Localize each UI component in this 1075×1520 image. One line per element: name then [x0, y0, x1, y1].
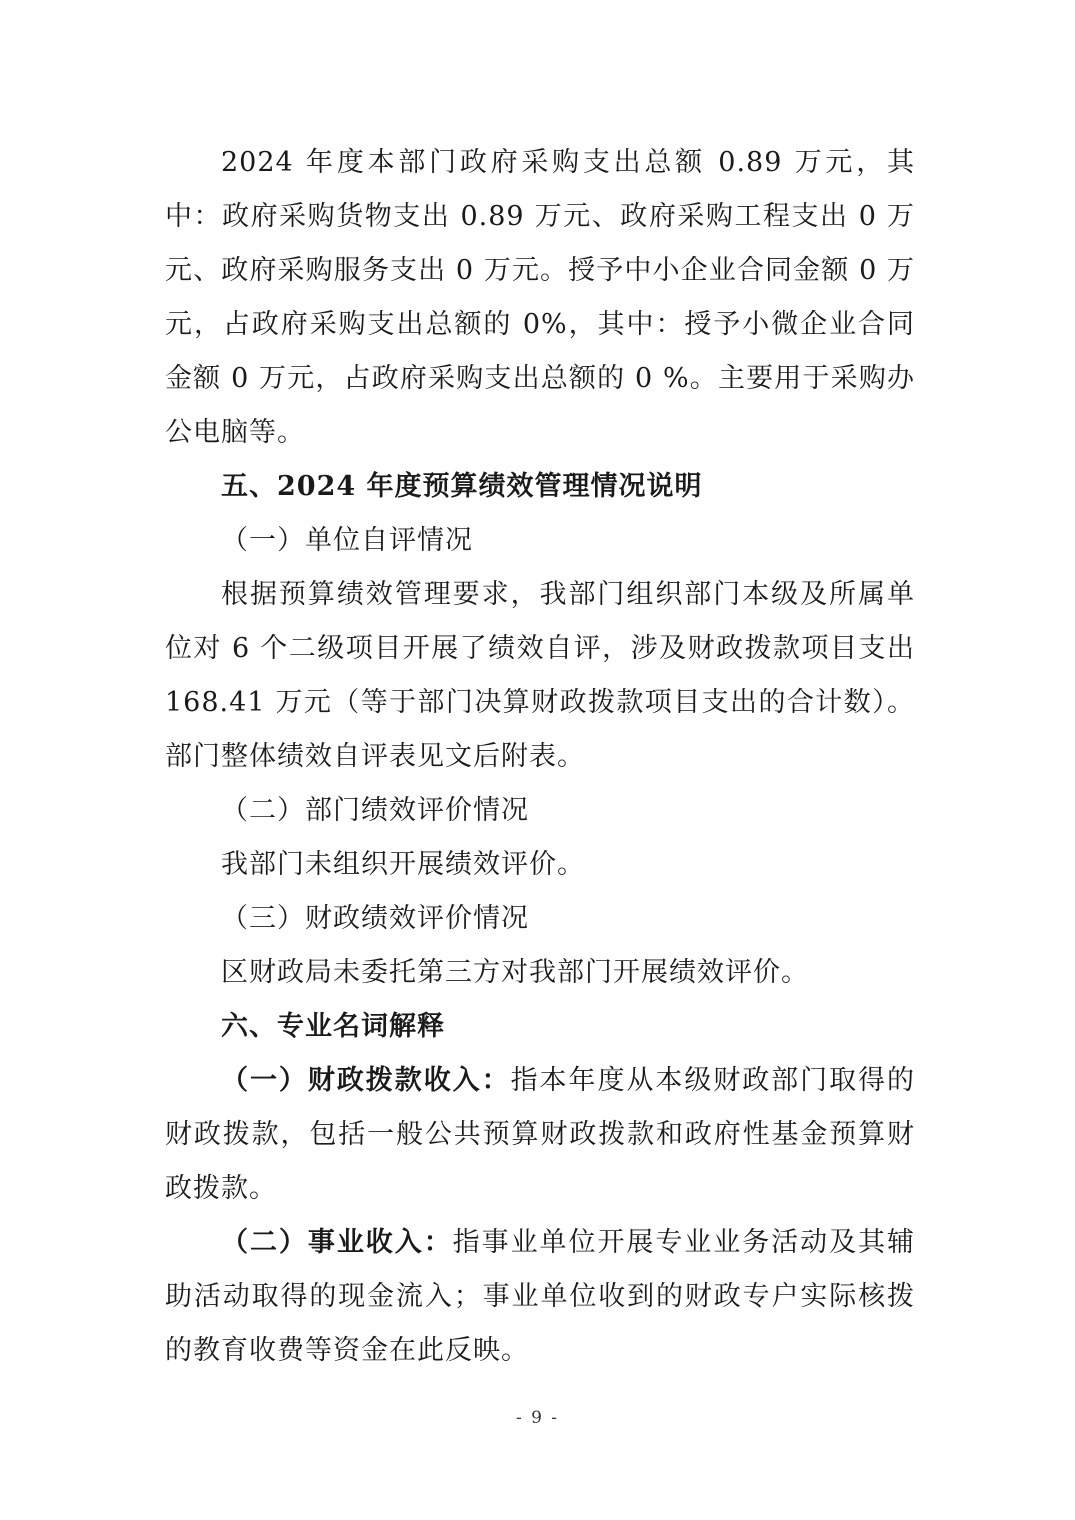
subsection-1-body: 根据预算绩效管理要求，我部门组织部门本级及所属单位对 6 个二级项目开展了绩效自评，涉及财政拨款项目支出 168.41 万元（等于部门决算财政拨款项目支出的合计数）。部门整体绩效自评表见文后附表。 [165, 579, 915, 772]
term-2-label: （二）事业收入： [221, 1227, 453, 1258]
term-1-label: （一）财政拨款收入： [221, 1065, 511, 1096]
term-1-paragraph [165, 1054, 915, 1216]
subsection-1-heading: （一）单位自评情况 [221, 525, 473, 556]
procurement-paragraph: 2024 年度本部门政府采购支出总额 0.89 万元，其中：政府采购货物支出 0.89 万元、政府采购工程支出 0 万元、政府采购服务支出 0 万元。授予中小企业合同金额 0 万元，占政府采购支出总额的 0%，其中：授予小微企业合同金额 0 万元，占政府采购支出总额的 0 %。主要用于采购办公电脑等。 [165, 147, 915, 448]
page-number: - 9 - [515, 1408, 560, 1428]
subsection-3-body: 区财政局未委托第三方对我部门开展绩效评价。 [221, 957, 809, 988]
document-body [165, 136, 915, 1378]
subsection-2-heading: （二）部门绩效评价情况 [221, 795, 529, 826]
term-1-definition: 指本年度从本级财政部门取得的财政拨款，包括一般公共预算财政拨款和政府性基金预算财政拨款。 [165, 1065, 916, 1204]
term-2-definition: 指事业单位开展专业业务活动及其辅助活动取得的现金流入；事业单位收到的财政专户实际核拨的教育收费等资金在此反映。 [165, 1227, 916, 1366]
subsection-2-body: 我部门未组织开展绩效评价。 [221, 849, 585, 880]
section-5-heading: 五、2024 年度预算绩效管理情况说明 [221, 471, 703, 502]
subsection-3-heading: （三）财政绩效评价情况 [221, 903, 529, 934]
term-2-paragraph [165, 1216, 915, 1378]
section-6-heading: 六、专业名词解释 [221, 1011, 445, 1042]
